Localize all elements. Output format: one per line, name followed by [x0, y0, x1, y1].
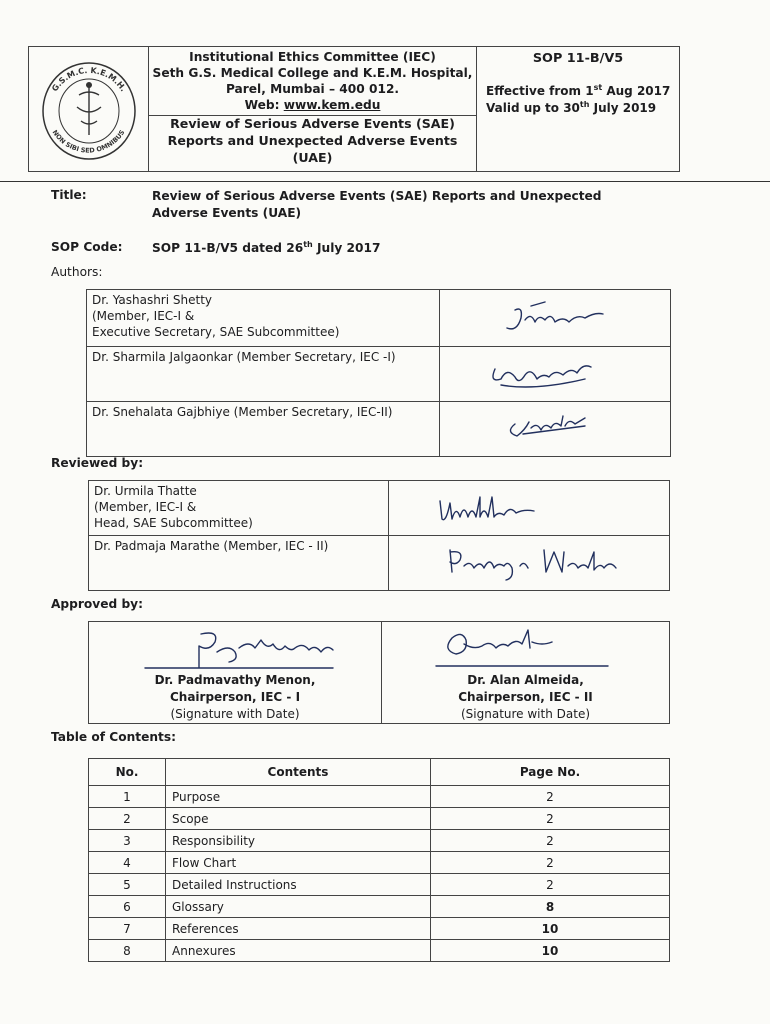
institution-line: Seth G.S. Medical College and K.E.M. Hospital,: [152, 66, 473, 80]
table-row: 2 Scope 2: [89, 808, 670, 830]
header-divider: [0, 181, 770, 182]
approver-note: (Signature with Date): [170, 707, 300, 721]
approver-role: Chairperson, IEC - I: [169, 690, 301, 704]
effective-date: Effective from 1st Aug 2017: [486, 83, 671, 98]
toc-header-no: No.: [89, 759, 166, 786]
reviewer-name-cell: Dr. Padmaja Marathe (Member, IEC - II): [89, 536, 389, 591]
toc-label: Table of Contents:: [51, 730, 177, 744]
signature-icon: [394, 483, 664, 529]
approver-note: (Signature with Date): [460, 707, 591, 721]
approver-name: Dr. Alan Almeida,: [467, 673, 584, 687]
web-link[interactable]: www.kem.edu: [283, 98, 381, 112]
institution-block: [149, 47, 476, 116]
table-row: [89, 622, 670, 724]
sop-code-value: SOP 11-B/V5 dated 26th July 2017: [152, 240, 381, 256]
table-row: 1 Purpose 2: [89, 786, 670, 808]
institution-line: Parel, Mumbai – 400 012.: [225, 82, 400, 96]
sop-info-cell: [477, 47, 679, 171]
table-row: [87, 290, 671, 347]
table-row: [87, 347, 671, 402]
reviewers-table: [88, 480, 670, 591]
author-name-cell: Dr. Yashashri Shetty (Member, IEC-I & Executive Secretary, SAE Subcommittee): [87, 290, 440, 347]
svg-text:NON SIBI SED OMNIBUS: NON SIBI SED OMNIBUS: [50, 128, 127, 155]
table-row: 4 Flow Chart 2: [89, 852, 670, 874]
authors-table: [86, 289, 671, 457]
approver-cell: [382, 622, 670, 724]
approved-label: Approved by:: [51, 597, 143, 611]
toc-table: [88, 758, 670, 962]
reviewed-label: Reviewed by:: [51, 456, 144, 470]
sop-code-label: SOP Code:: [51, 240, 123, 254]
title-label: Title:: [51, 188, 87, 202]
signature-icon: [394, 538, 664, 584]
document-header: [28, 46, 680, 172]
author-name-cell: Dr. Snehalata Gajbhiye (Member Secretary, IEC-II): [87, 402, 440, 457]
table-row: 3 Responsibility 2: [89, 830, 670, 852]
signature-icon: [89, 622, 379, 672]
signature-icon: [382, 622, 662, 672]
approver-role: Chairperson, IEC - II: [458, 690, 593, 704]
author-signature-cell: [440, 290, 671, 347]
document-title: Review of Serious Adverse Events (SAE) Reports and Unexpected Adverse Events (UAE): [152, 189, 602, 220]
table-row: 6 Glossary 8: [89, 896, 670, 918]
institution-seal-icon: [29, 47, 148, 171]
logo-cell: [29, 47, 149, 171]
signature-icon: [445, 292, 665, 340]
svg-text:G.S.M.C. K.E.M.H.: G.S.M.C. K.E.M.H.: [50, 65, 128, 94]
web-line: Web: www.kem.edu: [244, 98, 381, 112]
author-signature-cell: [440, 402, 671, 457]
reviewer-name-cell: Dr. Urmila Thatte (Member, IEC-I & Head, SAE Subcommittee): [89, 481, 389, 536]
approvers-table: [88, 621, 670, 724]
valid-date: Valid up to 30th July 2019: [486, 100, 657, 115]
author-name-cell: Dr. Sharmila Jalgaonkar (Member Secretary, IEC -I): [87, 347, 440, 402]
reviewer-signature-cell: [389, 481, 670, 536]
authors-label: Authors:: [51, 265, 103, 279]
institution-line: Institutional Ethics Committee (IEC): [189, 50, 436, 64]
toc-header-page: Page No.: [431, 759, 670, 786]
table-row: [87, 402, 671, 457]
signature-icon: [445, 349, 665, 395]
table-row: 8 Annexures 10: [89, 940, 670, 962]
signature-icon: [445, 404, 665, 450]
table-row: 5 Detailed Instructions 2: [89, 874, 670, 896]
header-doc-title: Review of Serious Adverse Events (SAE) Reports and Unexpected Adverse Events (UAE): [167, 116, 458, 165]
table-header-row: [89, 759, 670, 786]
table-row: 7 References 10: [89, 918, 670, 940]
approver-name: Dr. Padmavathy Menon,: [154, 673, 316, 687]
table-row: [89, 481, 670, 536]
reviewer-signature-cell: [389, 536, 670, 591]
author-signature-cell: [440, 347, 671, 402]
table-row: [89, 536, 670, 591]
toc-header-contents: Contents: [166, 759, 431, 786]
approver-cell: [89, 622, 382, 724]
sop-number: SOP 11-B/V5: [532, 51, 624, 66]
